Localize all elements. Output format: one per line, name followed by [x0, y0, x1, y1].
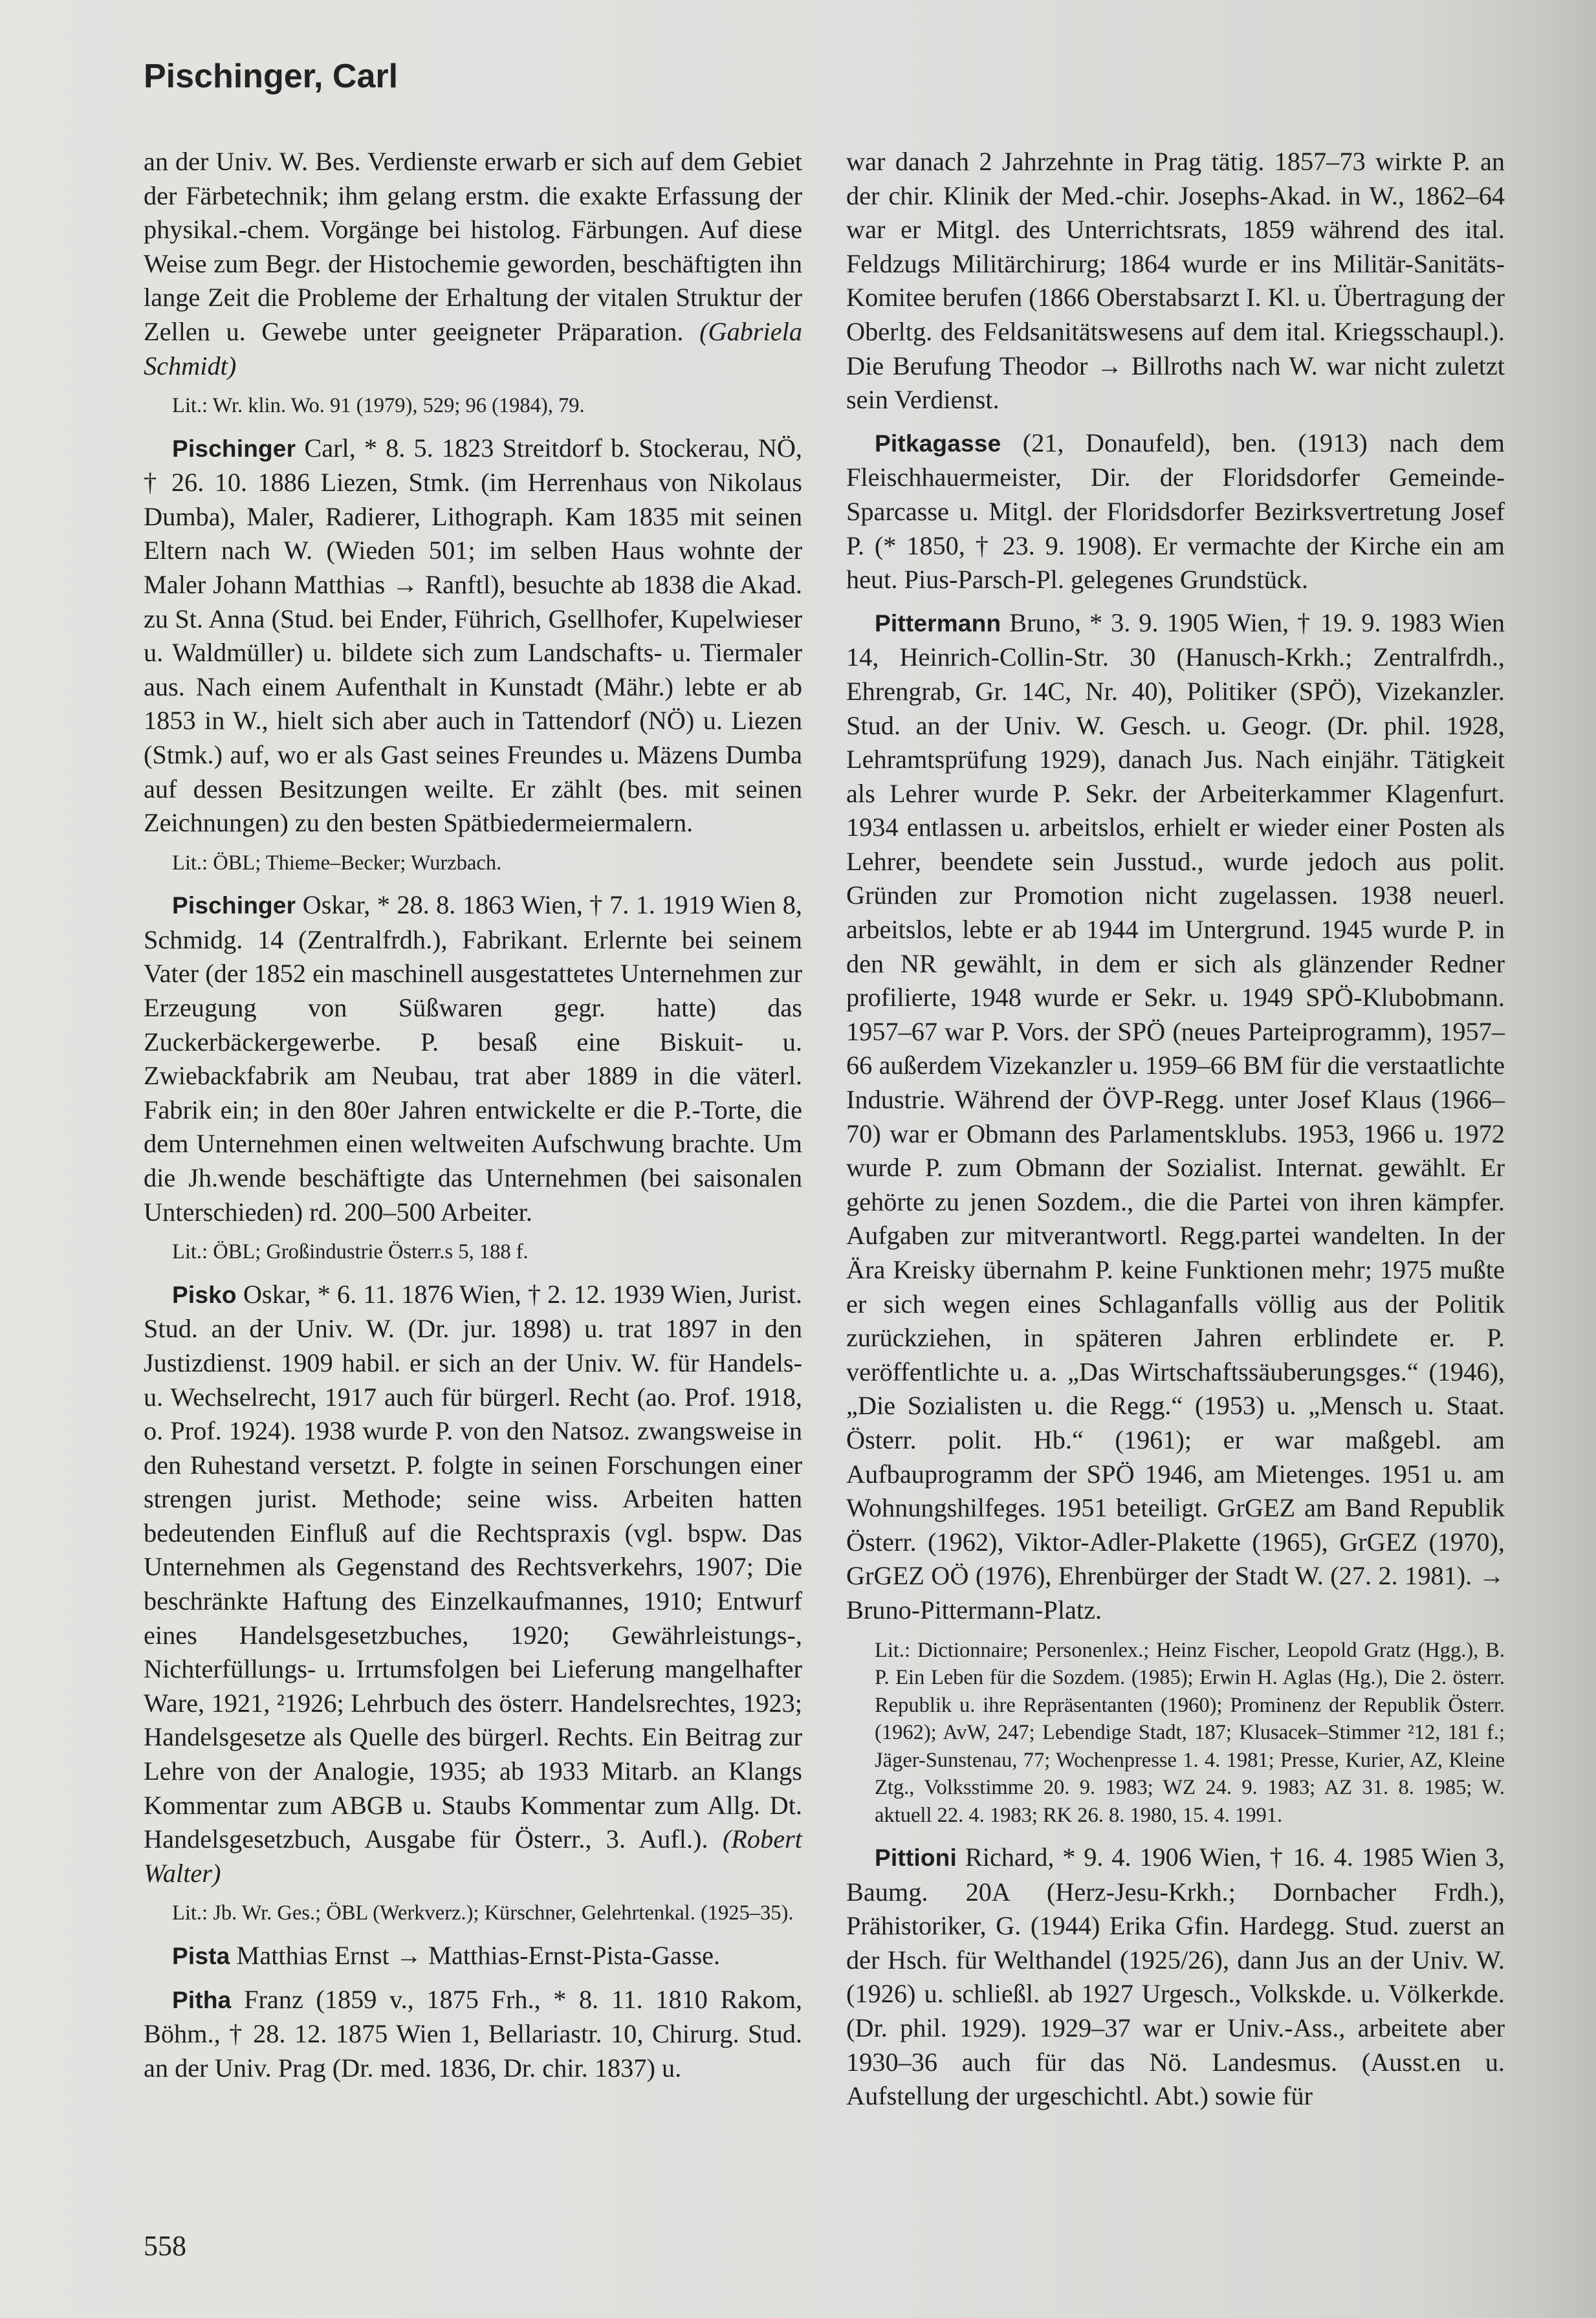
- entry-pittermann-bruno: [846, 606, 1505, 1628]
- entry-body: war danach 2 Jahrzehnte in Prag tätig. 1857–73 wirkte P. an der chir. Klinik der Med.-chir. Josephs-Akad. in W., 1862–64 war er Mitgl. des Unterrichtsrats, 1859 während des ital. Feldzugs Militärchirurg; 1864 wurde er ins Militär-Sanitäts-Komitee berufen (1866 Oberstabsarzt I. Kl. u. Übertragung der Oberltg. des Feldsanitätswesens auf dem ital. Kriegsschaupl.). Die Berufung Theodor → Billroths nach W. war nicht zuletzt sein Verdienst.: [846, 147, 1505, 415]
- literature-note: Lit.: Dictionnaire; Personenlex.; Heinz Fischer, Leopold Gratz (Hgg.), B. P. Ein Leben für die Sozdem. (1985); Erwin H. Aglas (Hg.), Die 2. österr. Republik u. ihre Repräsentanten (1960); Prominenz der Republik Österr. (1962); AvW, 247; Lebendige Stadt, 187; Klusacek–Stimmer ²12, 181 f.; Jäger-Sunstenau, 77; Wochenpresse 1. 4. 1981; Presse, Kurier, AZ, Kleine Ztg., Volksstimme 20. 9. 1983; WZ 24. 9. 1983; AZ 31. 8. 1985; W. aktuell 22. 4. 1983; RK 26. 8. 1980, 15. 4. 1991.: [875, 1638, 1505, 1827]
- entry-text: [846, 1841, 1505, 2114]
- entry-pittioni-richard: [846, 1841, 1505, 2114]
- page-header-title: Pischinger, Carl: [144, 58, 399, 95]
- entry-text: [144, 1983, 802, 2086]
- entry-text: [846, 145, 1505, 417]
- entry-pitkagasse: [846, 426, 1505, 597]
- literature-note: Lit.: ÖBL; Großindustrie Österr.s 5, 188 f.: [172, 1240, 529, 1264]
- entry-text: [846, 606, 1505, 1628]
- entry-keyword: Pischinger: [172, 435, 296, 462]
- entry-body: Bruno, * 3. 9. 1905 Wien, † 19. 9. 1983 Wien 14, Heinrich-Collin-Str. 30 (Hanusch-Krkh.; Zentralfrdh., Ehrengrab, Gr. 14C, Nr. 40), Politiker (SPÖ), Vizekanzler. Stud. an der Univ. W. Gesch. u. Geogr. (Dr. phil. 1928, Lehramtsprüfung 1929), danach Jus. Nach einjähr. Tätigkeit als Lehrer wurde P. Sekr. der Arbeiterkammer Klagenfurt. 1934 entlassen u. arbeitslos, erhielt er wieder einer Posten als Lehrer, beendete sein Jusstud., wurde jedoch aus polit. Gründen zur Promotion nicht zugelassen. 1938 neuerl. arbeitslos, lebte er ab 1944 im Untergrund. 1945 wurde P. in den NR gewählt, in dem er sich als glänzender Redner profilierte, 1948 wurde er Sekr. u. 1949 SPÖ-Klubobmann. 1957–67 war P. Vors. der SPÖ (neues Parteiprogramm), 1957–66 außerdem Vizekanzler u. 1959–66 BM für die verstaatlichte Industrie. Während der ÖVP-Regg. unter Josef Klaus (1966–70) war er Obmann des Parlamentsklubs. 1953, 1966 u. 1972 wurde P. zum Obmann der Sozialist. Internat. gewählt. Er gehörte zu jenen Sozdem., die die Partei von ihren kämpfer. Aufgaben zur mitverantwortl. Regg.partei wandelten. In der Ära Kreisky übernahm P. keine Funktionen mehr; 1975 mußte er sich wegen eines Schlaganfalls völlig aus der Politik zurückziehen, in späteren Jahren erblindete er. P. veröffentlichte u. a. „Das Wirtschaftssäuberungsges.“ (1946), „Die Sozialisten u. die Regg.“ (1953) u. „Mensch u. Staat. Österr. polit. Hb.“ (1961); er war maßgebl. am Aufbauprogramm der SPÖ 1946, am Mietenges. 1951 u. am Wohnungshilfeges. 1951 beteiligt. GrGEZ am Band Republik Österr. (1962), Viktor-Adler-Plakette (1965), GrGEZ (1970), GrGEZ OÖ (1976), Ehrenbürger der Stadt W. (27. 2. 1981). → Bruno-Pittermann-Platz.: [846, 607, 1505, 1624]
- entry-keyword: Pisko: [172, 1281, 237, 1308]
- entry-pista: [144, 1939, 802, 1974]
- entry-body: Franz (1859 v., 1875 Frh., * 8. 11. 1810 Rakom, Böhm., † 28. 12. 1875 Wien 1, Bellariastr. 10, Chirurg. Stud. an der Univ. Prag (Dr. med. 1836, Dr. chir. 1837) u.: [144, 1984, 802, 2083]
- entry-continuation: [144, 145, 802, 383]
- entry-pisko-oskar: [144, 1278, 802, 1891]
- entry-text: [144, 145, 802, 383]
- right-column: [846, 145, 1505, 2123]
- entry-pischinger-carl: [144, 432, 802, 840]
- literature-note: Lit.: ÖBL; Thieme–Becker; Wurzbach.: [172, 851, 502, 875]
- entry-keyword: Pittioni: [875, 1844, 957, 1872]
- left-column: [144, 145, 802, 2094]
- entry-pischinger-oskar: [144, 888, 802, 1229]
- entry-keyword: Pitkagasse: [875, 430, 1001, 457]
- entry-body: (21, Donaufeld), ben. (1913) nach dem Fleischhauermeister, Dir. der Floridsdorfer Gemeinde-Sparcasse u. Mitgl. der Floridsdorfer Bezirksvertretung Josef P. (* 1850, † 23. 9. 1908). Er vermachte der Kirche ein am heut. Pius-Parsch-Pl. gelegenes Grundstück.: [846, 428, 1505, 595]
- entry-body: an der Univ. W. Bes. Verdienste erwarb er sich auf dem Gebiet der Färbetechnik; ihm gelang erstm. die exakte Erfassung der physikal.-chem. Vorgänge bei histolog. Färbungen. Auf diese Weise zum Begr. der Histochemie geworden, beschäftigten ihn lange Zeit die Probleme der Erhaltung der vitalen Struktur der Zellen u. Gewebe unter geeigneter Präparation.: [144, 147, 802, 346]
- entry-keyword: Pista: [172, 1942, 230, 1969]
- entry-body: Oskar, * 28. 8. 1863 Wien, † 7. 1. 1919 Wien 8, Schmidg. 14 (Zentralfrdh.), Fabrikant. Erlernte bei seinem Vater (der 1852 ein maschinell ausgestattetes Unternehmen zur Erzeugung von Süßwaren gegr. hatte) das Zuckerbäckergewerbe. P. besaß eine Biskuit- u. Zwiebackfabrik am Neubau, trat aber 1889 in die väterl. Fabrik ein; in den 80er Jahren entwickelte er die P.-Torte, die dem Unternehmen einen weltweiten Aufschwung brachte. Um die Jh.wende beschäftigte das Unternehmen (bei saisonalen Unterschieden) rd. 200–500 Arbeiter.: [144, 890, 803, 1227]
- entry-keyword: Pitha: [172, 1986, 232, 2013]
- entry-keyword: Pittermann: [875, 609, 1001, 637]
- entry-text: [144, 1278, 802, 1891]
- entry-continuation: [846, 145, 1505, 417]
- entry-text: [144, 888, 802, 1229]
- literature-note: Lit.: Jb. Wr. Ges.; ÖBL (Werkverz.); Kürschner, Gelehrtenkal. (1925–35).: [172, 1901, 794, 1925]
- entry-body: Matthias Ernst → Matthias-Ernst-Pista-Gasse.: [236, 1940, 721, 1970]
- entry-author: (Robert Walter): [144, 1824, 802, 1888]
- literature-note: Lit.: Wr. klin. Wo. 91 (1979), 529; 96 (1984), 79.: [172, 394, 585, 418]
- entry-author: (Gabriela Schmidt): [144, 316, 802, 380]
- entry-text: [144, 1939, 802, 1974]
- page-number: 558: [144, 2230, 186, 2262]
- entry-text: [846, 426, 1505, 597]
- entry-body: Oskar, * 6. 11. 1876 Wien, † 2. 12. 1939 Wien, Jurist. Stud. an der Univ. W. (Dr. jur. 1898) u. trat 1897 in den Justizdienst. 1909 habil. er sich an der Univ. W. für Handels- u. Wechselrecht, 1917 auch für bürgerl. Recht (ao. Prof. 1918, o. Prof. 1924). 1938 wurde P. von den Natsoz. zwangsweise in den Ruhestand versetzt. P. folgte in seinen Forschungen einer strengen jurist. Methode; seine wiss. Arbeiten hatten bedeutenden Einfluß auf die Rechtspraxis (vgl. bspw. Das Unternehmen als Gegenstand des Rechtsverkehrs, 1907; Die beschränkte Haftung des Einzelkaufmannes, 1910; Entwurf eines Handelsgesetzbuches, 1920; Gewährleistungs-, Nichterfüllungs- u. Irrtumsfolgen bei Lieferung mangelhafter Ware, 1921, ²1926; Lehrbuch des österr. Handelsrechtes, 1923; Handelsgesetze als Quelle des bürgerl. Rechts. Ein Beitrag zur Lehre von der Analogie, 1935; ab 1933 Mitarb. an Klangs Kommentar zum ABGB u. Staubs Kommentar zum Allg. Dt. Handelsgesetzbuch, Ausgabe für Österr., 3. Aufl.).: [144, 1279, 802, 1854]
- entry-body: Richard, * 9. 4. 1906 Wien, † 16. 4. 1985 Wien 3, Baumg. 20A (Herz-Jesu-Krkh.; Dornbacher Frdh.), Prähistoriker, G. (1944) Erika Gfin. Hardegg. Stud. zuerst an der Hsch. für Welthandel (1925/26), dann Jus an der Univ. W. (1926) u. schließl. ab 1927 Urgesch., Volkskde. u. Völkerkde. (Dr. phil. 1929). 1929–37 war er Univ.-Ass., arbeitete aber 1930–36 auch für das Nö. Landesmus. (Ausst.en u. Aufstellung der urgeschichtl. Abt.) sowie für: [846, 1842, 1505, 2111]
- entry-keyword: Pischinger: [172, 892, 296, 919]
- entry-body: Carl, * 8. 5. 1823 Streitdorf b. Stockerau, NÖ, † 26. 10. 1886 Liezen, Stmk. (im Herrenhaus von Nikolaus Dumba), Maler, Radierer, Lithograph. Kam 1835 mit seinen Eltern nach W. (Wieden 501; im selben Haus wohnte der Maler Johann Matthias → Ranftl), besuchte ab 1838 die Akad. zu St. Anna (Stud. bei Ender, Führich, Gsellhofer, Kupelwieser u. Waldmüller) u. bildete sich zum Landschafts- u. Tiermaler aus. Nach einem Aufenthalt in Kunstadt (Mähr.) lebte er ab 1853 in W., hielt sich aber auch in Tattendorf (NÖ) u. Liezen (Stmk.) auf, wo er als Gast seines Freundes u. Mäzens Dumba auf dessen Besitzungen weilte. Er zählt (bes. mit seinen Zeichnungen) zu den besten Spätbiedermeiermalern.: [144, 433, 803, 838]
- entry-pitha: [144, 1983, 802, 2086]
- entry-text: [144, 432, 802, 840]
